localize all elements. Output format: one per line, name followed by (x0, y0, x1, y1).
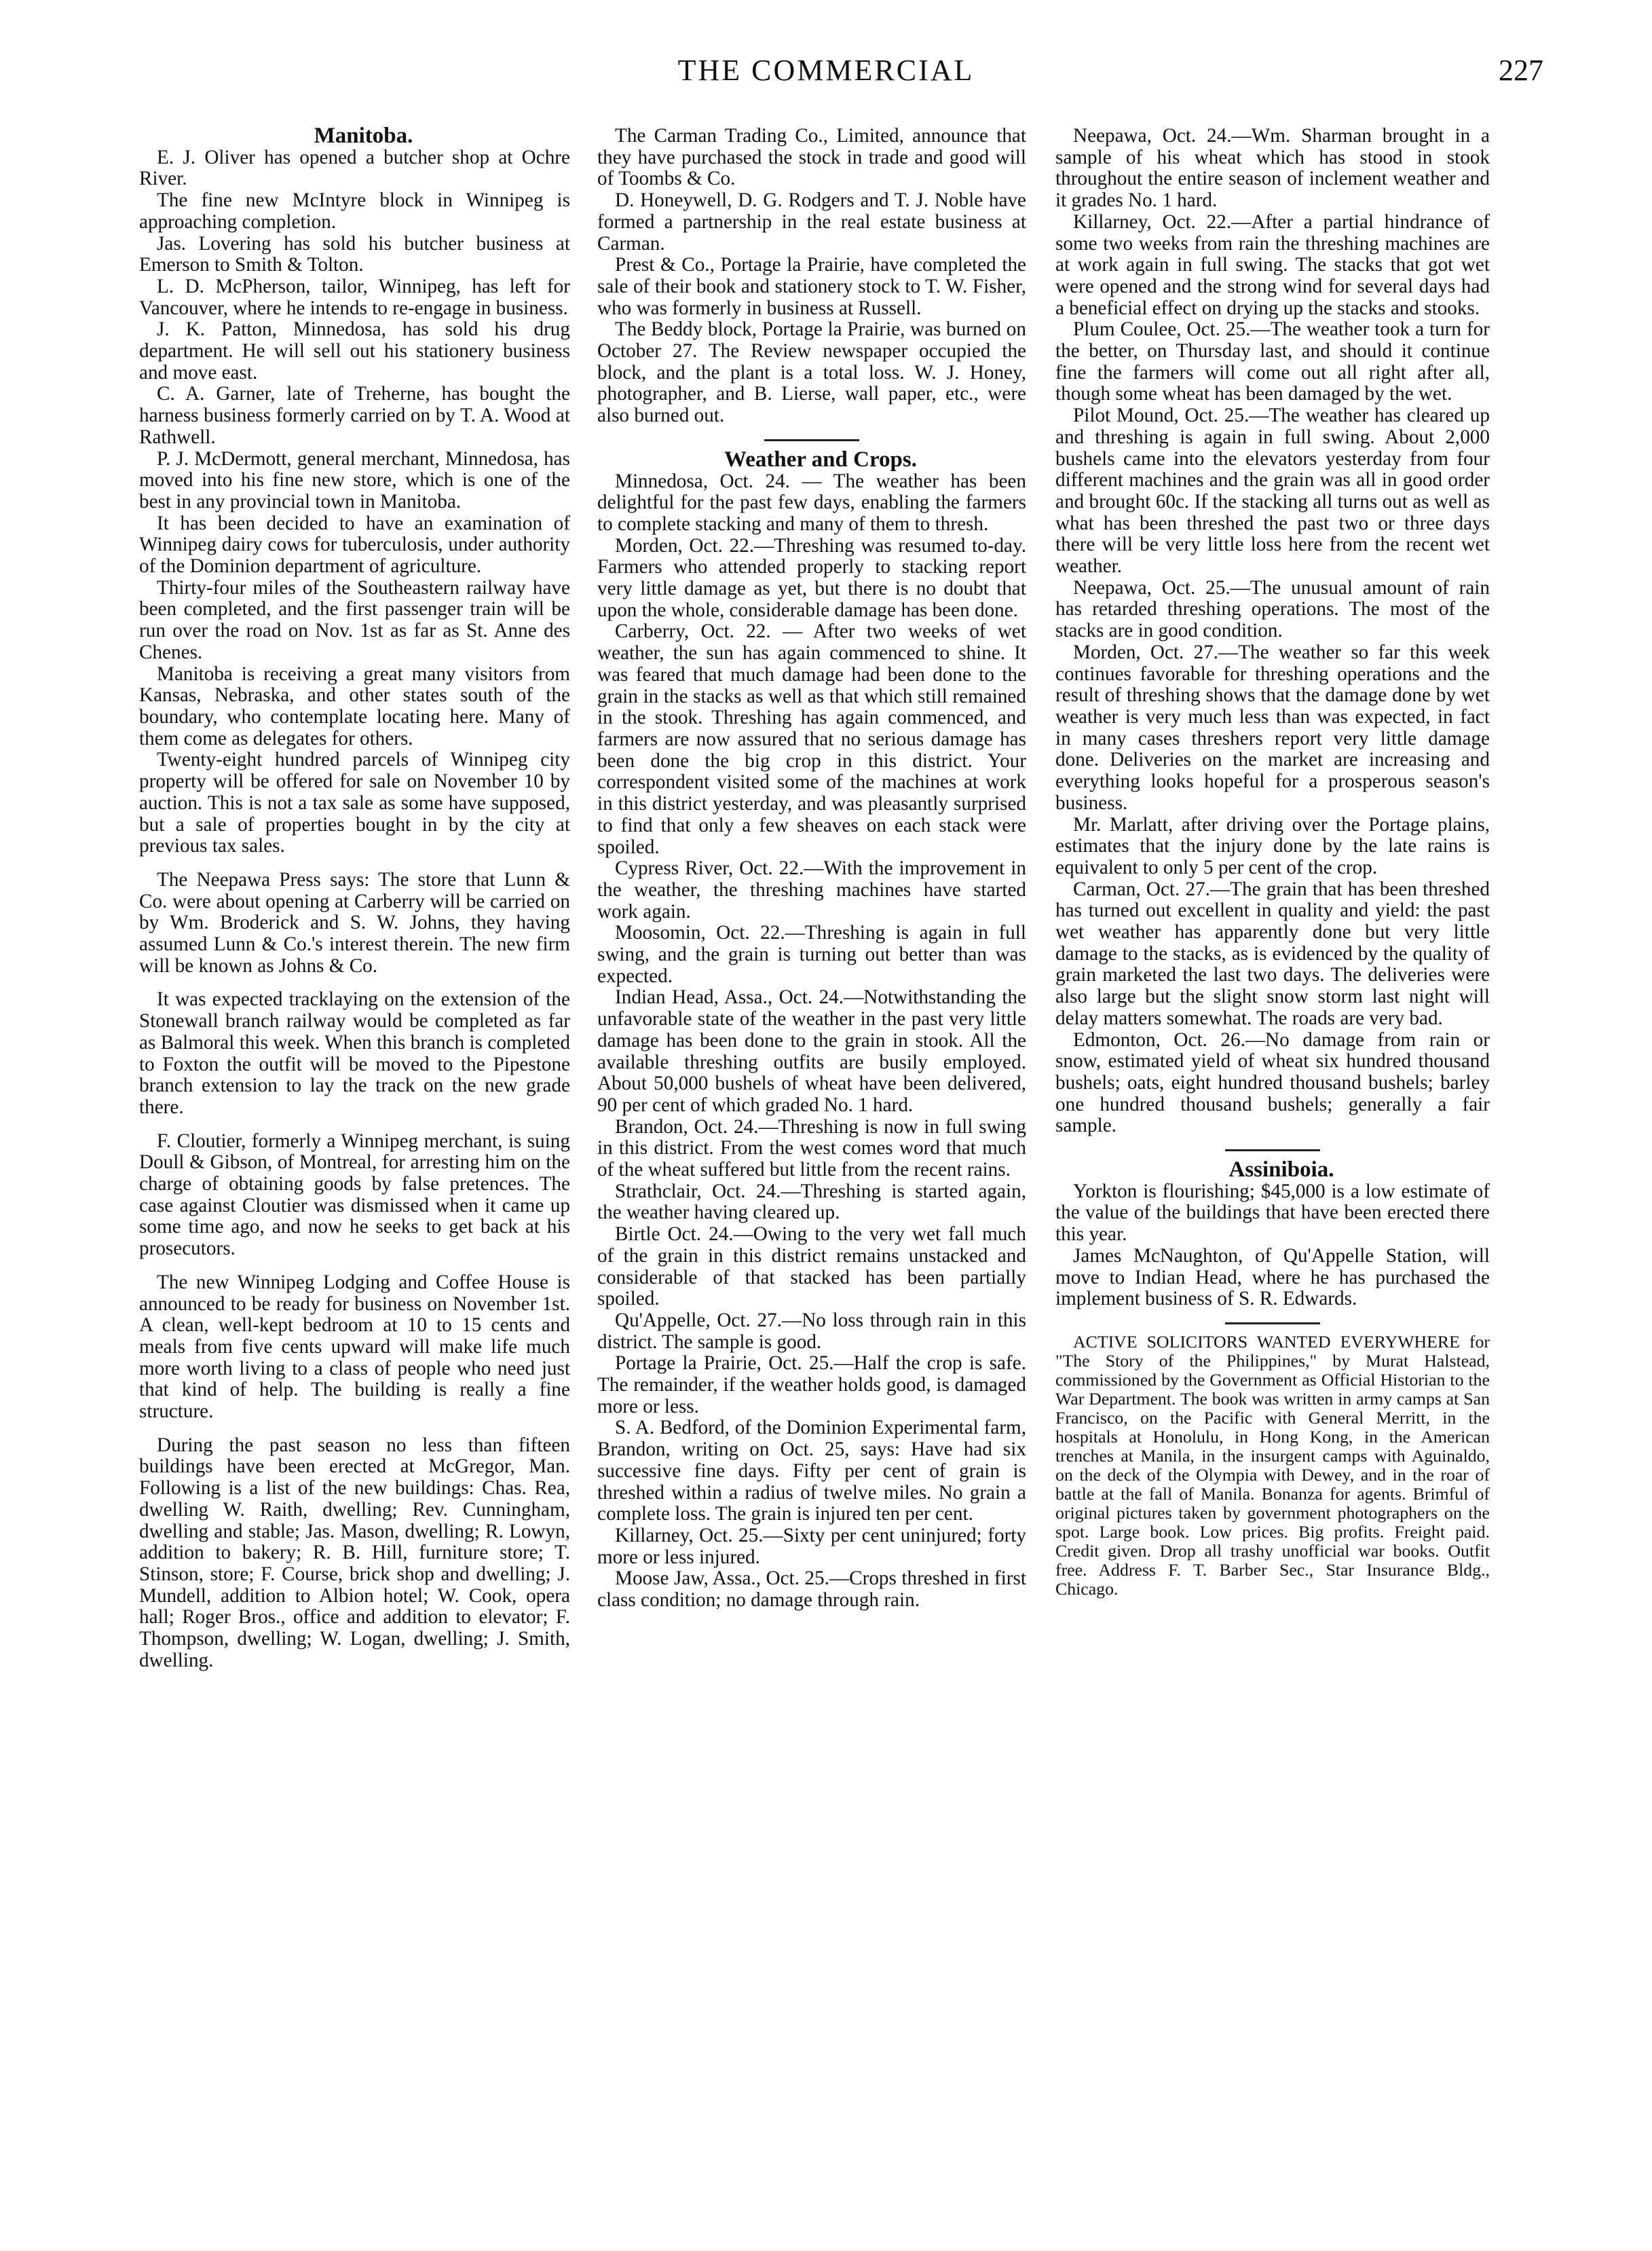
section-heading-weather: Weather and Crops. (724, 447, 917, 472)
news-item: L. D. McPherson, tailor, Winnipeg, has left for Vancouver, where he intends to re-engage in business. (139, 275, 570, 319)
crop-report: Brandon, Oct. 24.—Threshing is now in full swing in this district. From the west comes word that much of the wheat suffered but little from the recent rains. (597, 1115, 1026, 1181)
news-item: Twenty-eight hundred parcels of Winnipeg city property will be offered for sale on November 10 by auction. This is not a tax sale as some have supposed, but a sale of properties bought in by the city at previous tax sales. (139, 749, 570, 857)
crop-report: Cypress River, Oct. 22.—With the improvement in the weather, the threshing machines have started work again. (597, 857, 1026, 923)
section-divider (1225, 1149, 1320, 1151)
crop-report: Morden, Oct. 27.—The weather so far this week continues favorable for threshing operations and the result of threshing shows that the damage done by wet weather is very much less than was expected, in fact in many cases threshers report very little damage done. Deliveries on the market are increasing and everything looks hopeful for a prosperous season's business. (1055, 641, 1490, 814)
news-item: P. J. McDermott, general merchant, Minnedosa, has moved into his fine new store, which is one of the best in any provincial town in Manitoba. (139, 447, 570, 513)
crop-report: Neepawa, Oct. 24.—Wm. Sharman brought in a sample of his wheat which has stood in stook throughout the entire season of inclement weather and it grades No. 1 hard. (1055, 126, 1490, 212)
news-item: It was expected tracklaying on the extension of the Stonewall branch railway would be completed as far as Balmoral this week. When this branch is completed to Foxton the outfit will be moved to the Pipestone branch extension to lay the track on the new grade there. (139, 988, 570, 1118)
crop-report: Moosomin, Oct. 22.—Threshing is again in full swing, and the grain is turning out better than was expected. (597, 922, 1026, 987)
advertisement (1055, 1333, 1490, 1599)
news-item: J. K. Patton, Minnedosa, has sold his drug department. He will sell out his stationery business and move east. (139, 318, 570, 384)
news-item: During the past season no less than fifteen buildings have been erected at McGregor, Man. Following is a list of the new buildings: Chas. Rea, dwelling W. Raith, dwelling; Rev. Cunningham, dwelling and stable; Jas. Mason, dwelling; R. Lowyn, addition to bakery; R. B. Hill, furniture store; T. Stinson, store; F. Course, brick shop and dwelling; J. Mundell, addition to Albion hotel; W. Cook, opera hall; Roger Bros., office and addition to elevator; F. Thompson, dwelling; W. Logan, dwelling; J. Smith, dwelling. (139, 1434, 570, 1671)
advertisement-text: ACTIVE SOLICITORS WANTED EVERYWHERE for "The Story of the Philippines," by Murat Halstead, commissioned by the Government as Official Historian to the War Department. The book was written in army camps at San Francisco, on the Pacific with General Merritt, in the hospitals at Honolulu, in Hong Kong, in the American trenches at Manila, in the insurgent camps with Aguinaldo, on the deck of the Olympia with Dewey, and in the roar of battle at the fall of Manila. Bonanza for agents. Brimful of original pictures taken by government photographers on the spot. Large book. Low prices. Big profits. Freight paid. Credit given. Drop all trashy unofficial war books. Outfit free. Address F. T. Barber Sec., Star Insurance Bldg., Chicago. (1055, 1331, 1490, 1599)
page-number: 227 (1499, 54, 1543, 87)
news-item: Yorkton is flourishing; $45,000 is a low estimate of the value of the buildings that have been erected there this year. (1055, 1180, 1490, 1246)
news-item: Thirty-four miles of the Southeastern railway have been completed, and the first passenger train will be run over the road on Nov. 1st as far as St. Anne des Chenes. (139, 576, 570, 663)
news-item: C. A. Garner, late of Treherne, has bought the harness business formerly carried on by T. A. Wood at Rathwell. (139, 383, 570, 448)
crop-report: Portage la Prairie, Oct. 25.—Half the crop is safe. The remainder, if the weather holds good, is damaged more or less. (597, 1352, 1026, 1417)
news-item: Jas. Lovering has sold his butcher business at Emerson to Smith & Tolton. (139, 232, 570, 276)
crop-report: Qu'Appelle, Oct. 27.—No loss through rain in this district. The sample is good. (597, 1309, 1026, 1353)
news-item: The Neepawa Press says: The store that Lunn & Co. were about opening at Carberry will be carried on by Wm. Broderick and S. W. Johns, they having assumed Lunn & Co.'s interest therein. The new firm will be known as Johns & Co. (139, 868, 570, 977)
news-item: D. Honeywell, D. G. Rodgers and T. J. Noble have formed a partnership in the real estate business at Carman. (597, 189, 1026, 255)
section-heading-assiniboia: Assiniboia. (1228, 1157, 1334, 1183)
column-3 (1055, 126, 1490, 1599)
news-item: Manitoba is receiving a great many visitors from Kansas, Nebraska, and other states south of the boundary, who contemplate locating here. Many of them come as delegates for others. (139, 663, 570, 749)
column-1 (139, 126, 570, 1672)
crop-report: Indian Head, Assa., Oct. 24.—Notwithstanding the unfavorable state of the weather in the past very little damage has been done to the grain in stook. All the available threshing outfits are busily employed. About 50,000 bushels of wheat have been delivered, 90 per cent of which graded No. 1 hard. (597, 986, 1026, 1116)
crop-report: Killarney, Oct. 22.—After a partial hindrance of some two weeks from rain the threshing machines are at work again in full swing. The stacks that got wet were opened and the strong wind for several days had a beneficial effect on drying up the stacks and stooks. (1055, 210, 1490, 319)
crop-report: Mr. Marlatt, after driving over the Portage plains, estimates that the injury done by the late rains is equivalent to only 5 per cent of the crop. (1055, 813, 1490, 878)
column-2 (597, 126, 1026, 1612)
news-item: E. J. Oliver has opened a butcher shop at Ochre River. (139, 146, 570, 190)
page-header (0, 53, 1652, 107)
section-divider (1225, 1322, 1320, 1324)
crop-report: Carman, Oct. 27.—The grain that has been threshed has turned out excellent in quality and yield: the past wet weather has apparently done but very little damage to the stacks, as is evidenced by the quality of grain marketed the last two days. The deliveries were also large but the slight snow storm last night will delay matters somewhat. The roads are very bad. (1055, 878, 1490, 1029)
crop-report: Edmonton, Oct. 26.—No damage from rain or snow, estimated yield of wheat six hundred thousand bushels; oats, eight hundred thousand bushels; barley one hundred thousand bushels; generally a fair sample. (1055, 1028, 1490, 1137)
crop-report: Killarney, Oct. 25.—Sixty per cent uninjured; forty more or less injured. (597, 1525, 1026, 1568)
crop-report: Plum Coulee, Oct. 25.—The weather took a turn for the better, on Thursday last, and should it continue fine the farmers will come out all right after all, though some wheat has been damaged by the wet. (1055, 318, 1490, 405)
section-heading-manitoba: Manitoba. (314, 126, 413, 148)
news-item: The fine new McIntyre block in Winnipeg is approaching completion. (139, 189, 570, 233)
news-item: The Beddy block, Portage la Prairie, was burned on October 27. The Review newspaper occupied the block, and the plant is a total loss. W. J. Honey, photographer, and B. Lierse, wall paper, etc., were also burned out. (597, 318, 1026, 427)
crop-report: Minnedosa, Oct. 24. — The weather has been delightful for the past few days, enabling the farmers to complete stacking and many of them to thresh. (597, 470, 1026, 535)
crop-report: Moose Jaw, Assa., Oct. 25.—Crops threshed in first class condition; no damage through rain. (597, 1567, 1026, 1612)
crop-report: Neepawa, Oct. 25.—The unusual amount of rain has retarded threshing operations. The most of the stacks are in good condition. (1055, 576, 1490, 642)
crop-report: Strathclair, Oct. 24.—Threshing is started again, the weather having cleared up. (597, 1180, 1026, 1224)
section-divider (764, 439, 859, 441)
crop-report: Carberry, Oct. 22. — After two weeks of wet weather, the sun has again commenced to shine. It was feared that much damage had been done to the grain in the stacks as well as that which still remained in the stook. Threshing has again commenced, and farmers are now assured that no serious damage has been done the big crop in this district. Your correspondent visited some of the machines at work in this district yesterday, and was pleasantly surprised to find that only a few sheaves on each stack were spoiled. (597, 620, 1026, 858)
news-item: James McNaughton, of Qu'Appelle Station, will move to Indian Head, where he has purchased the implement business of S. R. Edwards. (1055, 1244, 1490, 1310)
news-item: It has been decided to have an examination of Winnipeg dairy cows for tuberculosis, under authority of the Dominion department of agriculture. (139, 512, 570, 578)
crop-report: Pilot Mound, Oct. 25.—The weather has cleared up and threshing is again in full swing. About 2,000 bushels came into the elevators yesterday from four different machines and the grain was all in good order and brought 60c. If the stacking all turns out as well as what has been threshed the past two or three days there will be very little loss here from the recent wet weather. (1055, 405, 1490, 578)
crop-report: Birtle Oct. 24.—Owing to the very wet fall much of the grain in this district remains unstacked and considerable of that stacked has been partially spoiled. (597, 1223, 1026, 1310)
news-item: F. Cloutier, formerly a Winnipeg merchant, is suing Doull & Gibson, of Montreal, for arresting him on the charge of obtaining goods by false pretences. The case against Cloutier was dismissed when it came up some time ago, and now he seeks to get back at his prosecutors. (139, 1130, 570, 1260)
crop-report: S. A. Bedford, of the Dominion Experimental farm, Brandon, writing on Oct. 25, says: Have had six successive fine days. Fifty per cent of grain is threshed within a radius of twelve miles. No grain a complete loss. The grain is injured ten per cent. (597, 1417, 1026, 1525)
news-item: The new Winnipeg Lodging and Coffee House is announced to be ready for business on November 1st. A clean, well-kept bedroom at 10 to 15 cents and meals from five cents upward will make life much more worth living to a class of people who need just that kind of help. The building is really a fine structure. (139, 1271, 570, 1423)
masthead-title: THE COMMERCIAL (677, 54, 975, 87)
news-item: The Carman Trading Co., Limited, announce that they have purchased the stock in trade and good will of Toombs & Co. (597, 126, 1026, 190)
crop-report: Morden, Oct. 22.—Threshing was resumed to-day. Farmers who attended properly to stacking report very little damage as yet, but there is no doubt that upon the whole, considerable damage has been done. (597, 534, 1026, 621)
news-item: Prest & Co., Portage la Prairie, have completed the sale of their book and stationery stock to T. W. Fisher, who was formerly in business at Russell. (597, 254, 1026, 319)
